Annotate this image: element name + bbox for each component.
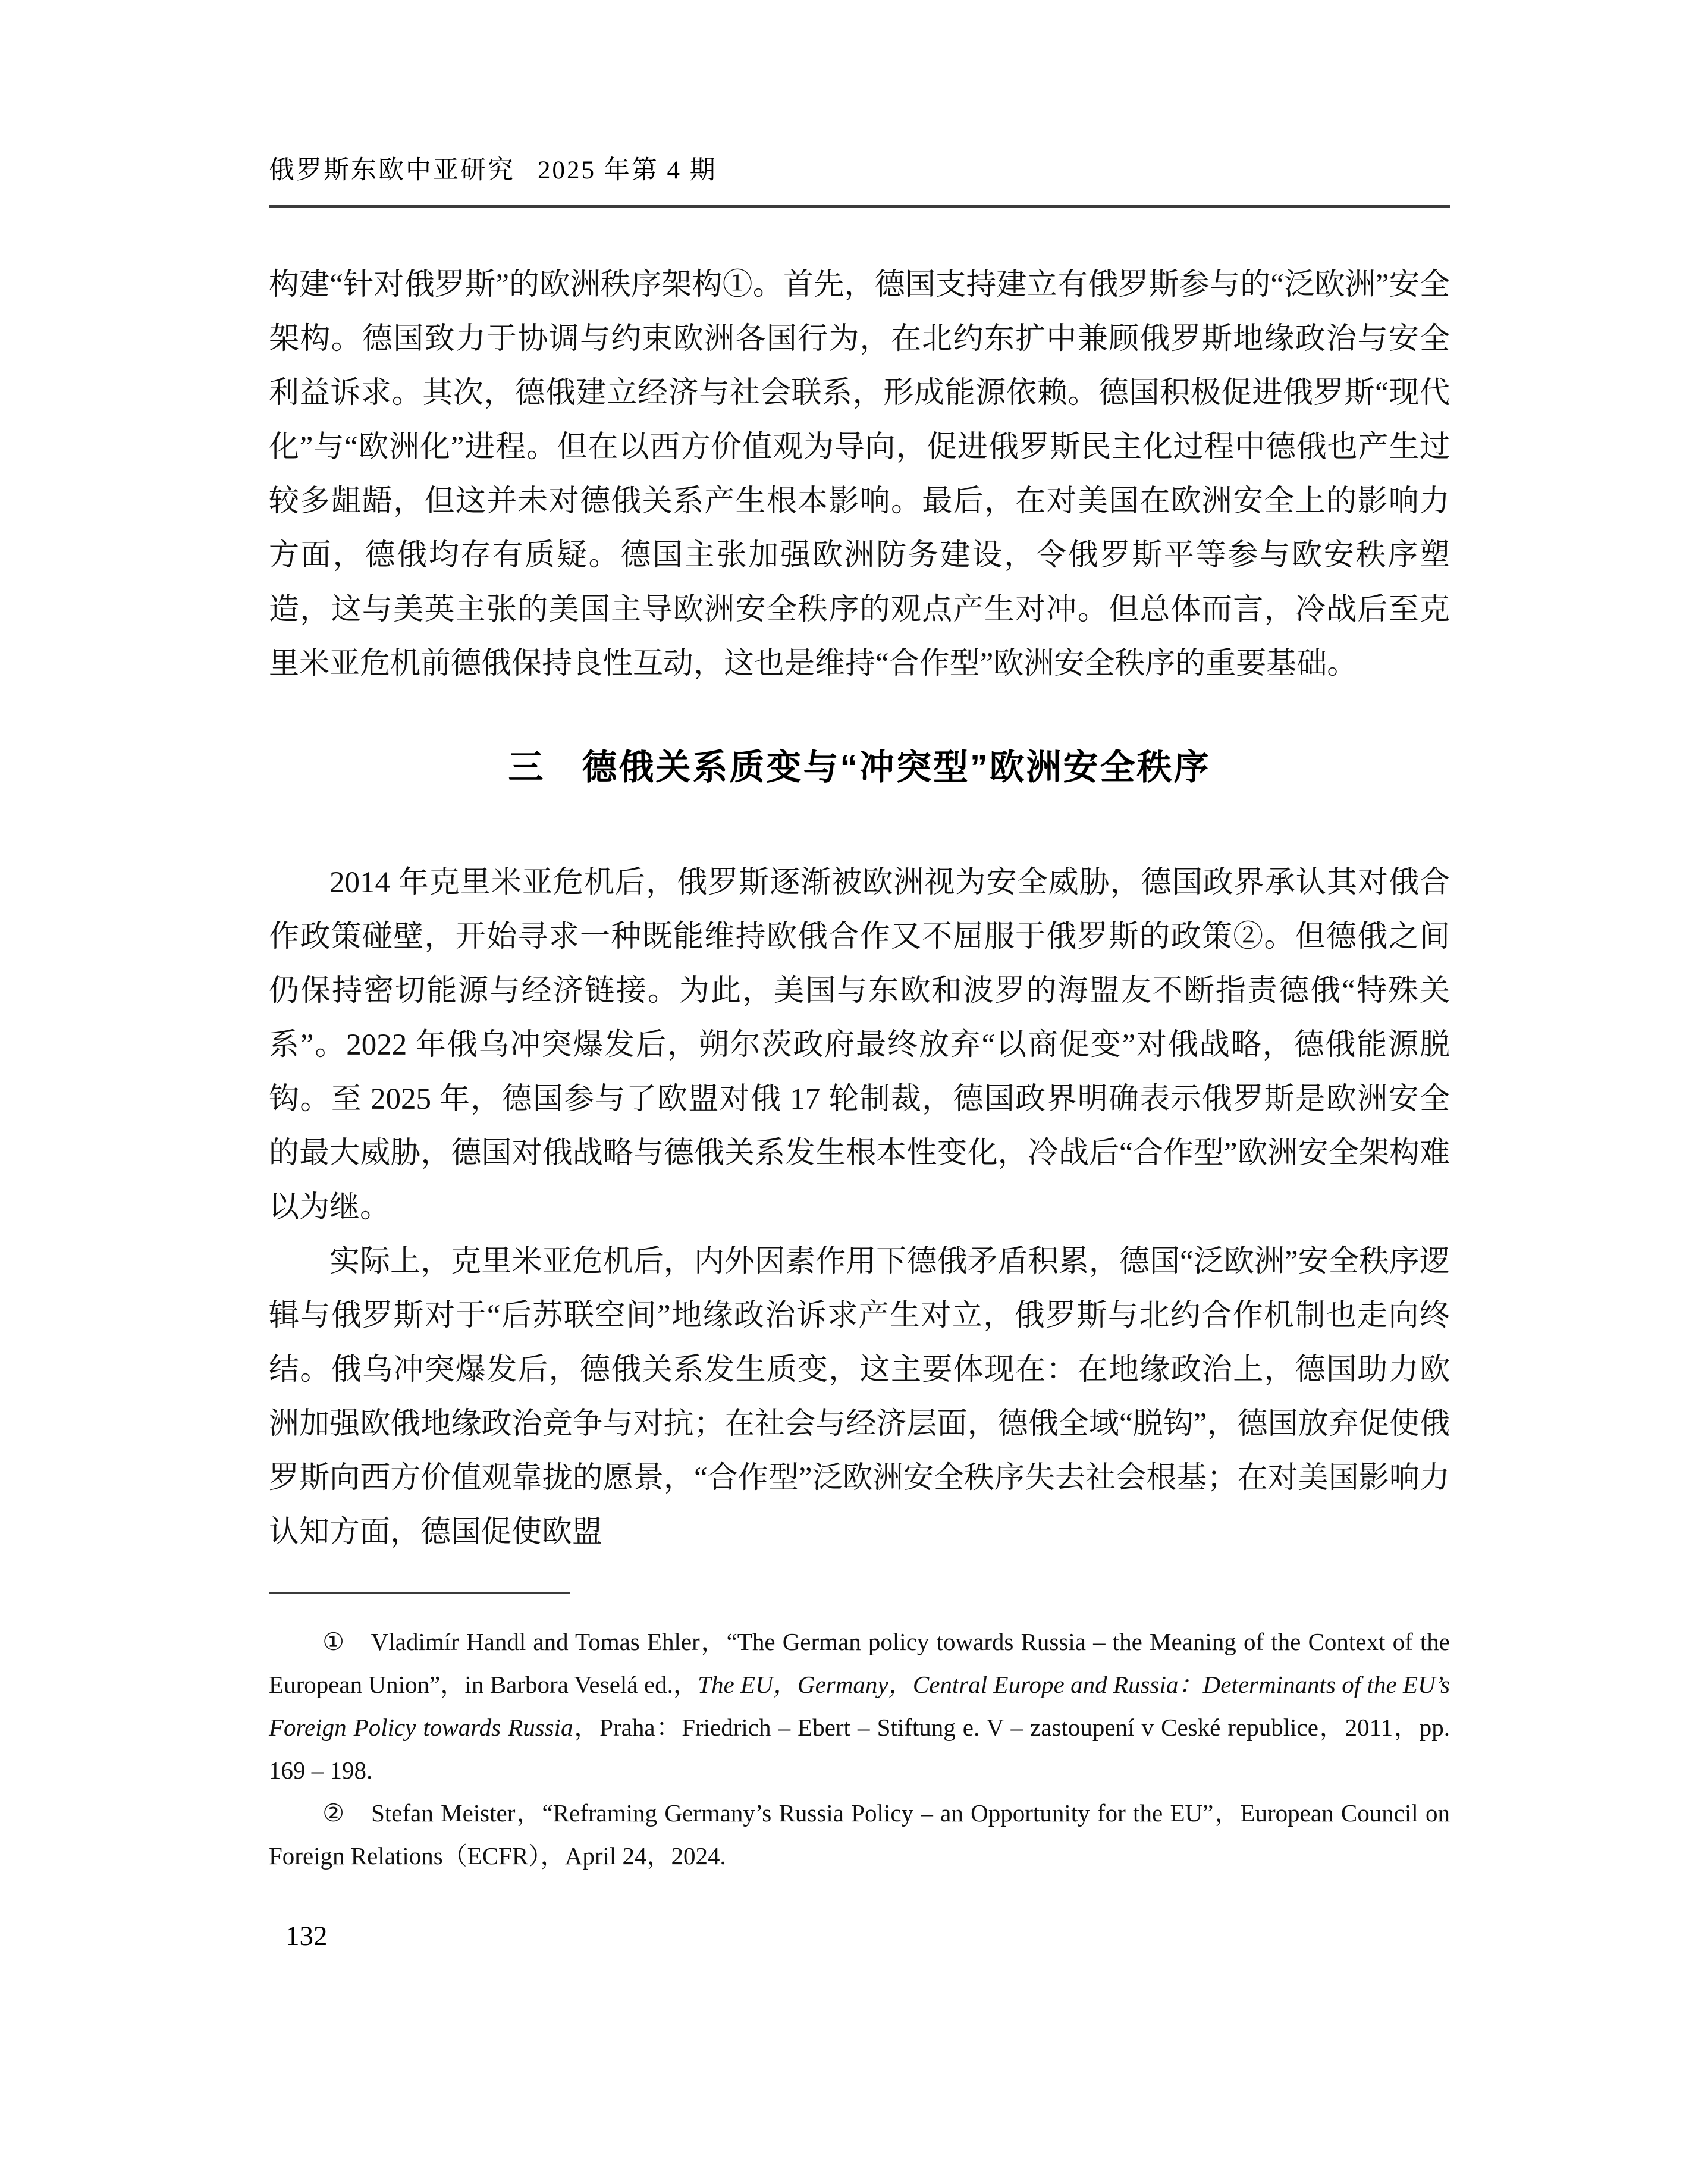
journal-title: 俄罗斯东欧中亚研究 <box>269 156 515 184</box>
footnotes-block <box>269 1592 1450 1877</box>
paragraph-1: 构建“针对俄罗斯”的欧洲秩序架构①。首先，德国支持建立有俄罗斯参与的“泛欧洲”安全架构。德国致力于协调与约束欧洲各国行为，在北约东扩中兼顾俄罗斯地缘政治与安全利益诉求。其次，德俄建立经济与社会联系，形成能源依赖。德国积极促进俄罗斯“现代化”与“欧洲化”进程。但在以西方价值观为导向，促进俄罗斯民主化过程中德俄也产生过较多龃龉，但这并未对德俄关系产生根本影响。最后，在对美国在欧洲安全上的影响力方面，德俄均存有质疑。德国主张加强欧洲防务建设，令俄罗斯平等参与欧安秩序塑造，这与美英主张的美国主导欧洲安全秩序的观点产生对冲。但总体而言，冷战后至克里米亚危机前德俄保持良性互动，这也是维持“合作型”欧洲安全秩序的重要基础。 <box>269 268 1450 680</box>
page-number: 132 <box>285 1921 328 1952</box>
footnote-separator <box>269 1592 570 1594</box>
header-rule <box>269 205 1450 208</box>
journal-issue: 2025 年第 4 期 <box>538 156 717 184</box>
footnote-2: ② Stefan Meister，“Reframing Germany’s Russia Policy – an Opportunity for the EU”，European Council on Foreign Relations（ECFR），April 24，2024. <box>269 1799 1450 1870</box>
paragraph-2: 2014 年克里米亚危机后，俄罗斯逐渐被欧洲视为安全威胁，德国政界承认其对俄合作政策碰壁，开始寻求一种既能维持欧俄合作又不屈服于俄罗斯的政策②。但德俄之间仍保持密切能源与经济链接。为此，美国与东欧和波罗的海盟友不断指责德俄“特殊关系”。2022 年俄乌冲突爆发后，朔尔茨政府最终放弃“以商促变”对俄战略，德俄能源脱钩。至 2025 年，德国参与了欧盟对俄 17 轮制裁，德国政界明确表示俄罗斯是欧洲安全的最大威胁，德国对俄战略与德俄关系发生根本性变化，冷战后“合作型”欧洲安全架构难以为继。 <box>269 866 1450 1224</box>
footnote-1: ① Vladimír Handl and Tomas Ehler，“The German policy towards Russia – the Meaning of the Context of the European Union”，in Barbora Veselá ed.，The EU，Germany，Central Europe and Russia：Determinants of the EU’s Foreign Policy towards Russia，Praha：Friedrich – Ebert – Stiftung e. V – zastoupení v Ceské republice，2011，pp. 169 – 198. <box>269 1628 1450 1784</box>
section-heading: 三 德俄关系质变与“冲突型”欧洲安全秩序 <box>508 748 1211 787</box>
running-header <box>269 150 1450 186</box>
paragraph-3: 实际上，克里米亚危机后，内外因素作用下德俄矛盾积累，德国“泛欧洲”安全秩序逻辑与俄罗斯对于“后苏联空间”地缘政治诉求产生对立，俄罗斯与北约合作机制也走向终结。俄乌冲突爆发后，德俄关系发生质变，这主要体现在：在地缘政治上，德国助力欧洲加强欧俄地缘政治竞争与对抗；在社会与经济层面，德俄全域“脱钩”，德国放弃促使俄罗斯向西方价值观靠拢的愿景，“合作型”泛欧洲安全秩序失去社会根基；在对美国影响力认知方面，德国促使欧盟 <box>269 1245 1450 1549</box>
article-body <box>269 258 1450 1560</box>
